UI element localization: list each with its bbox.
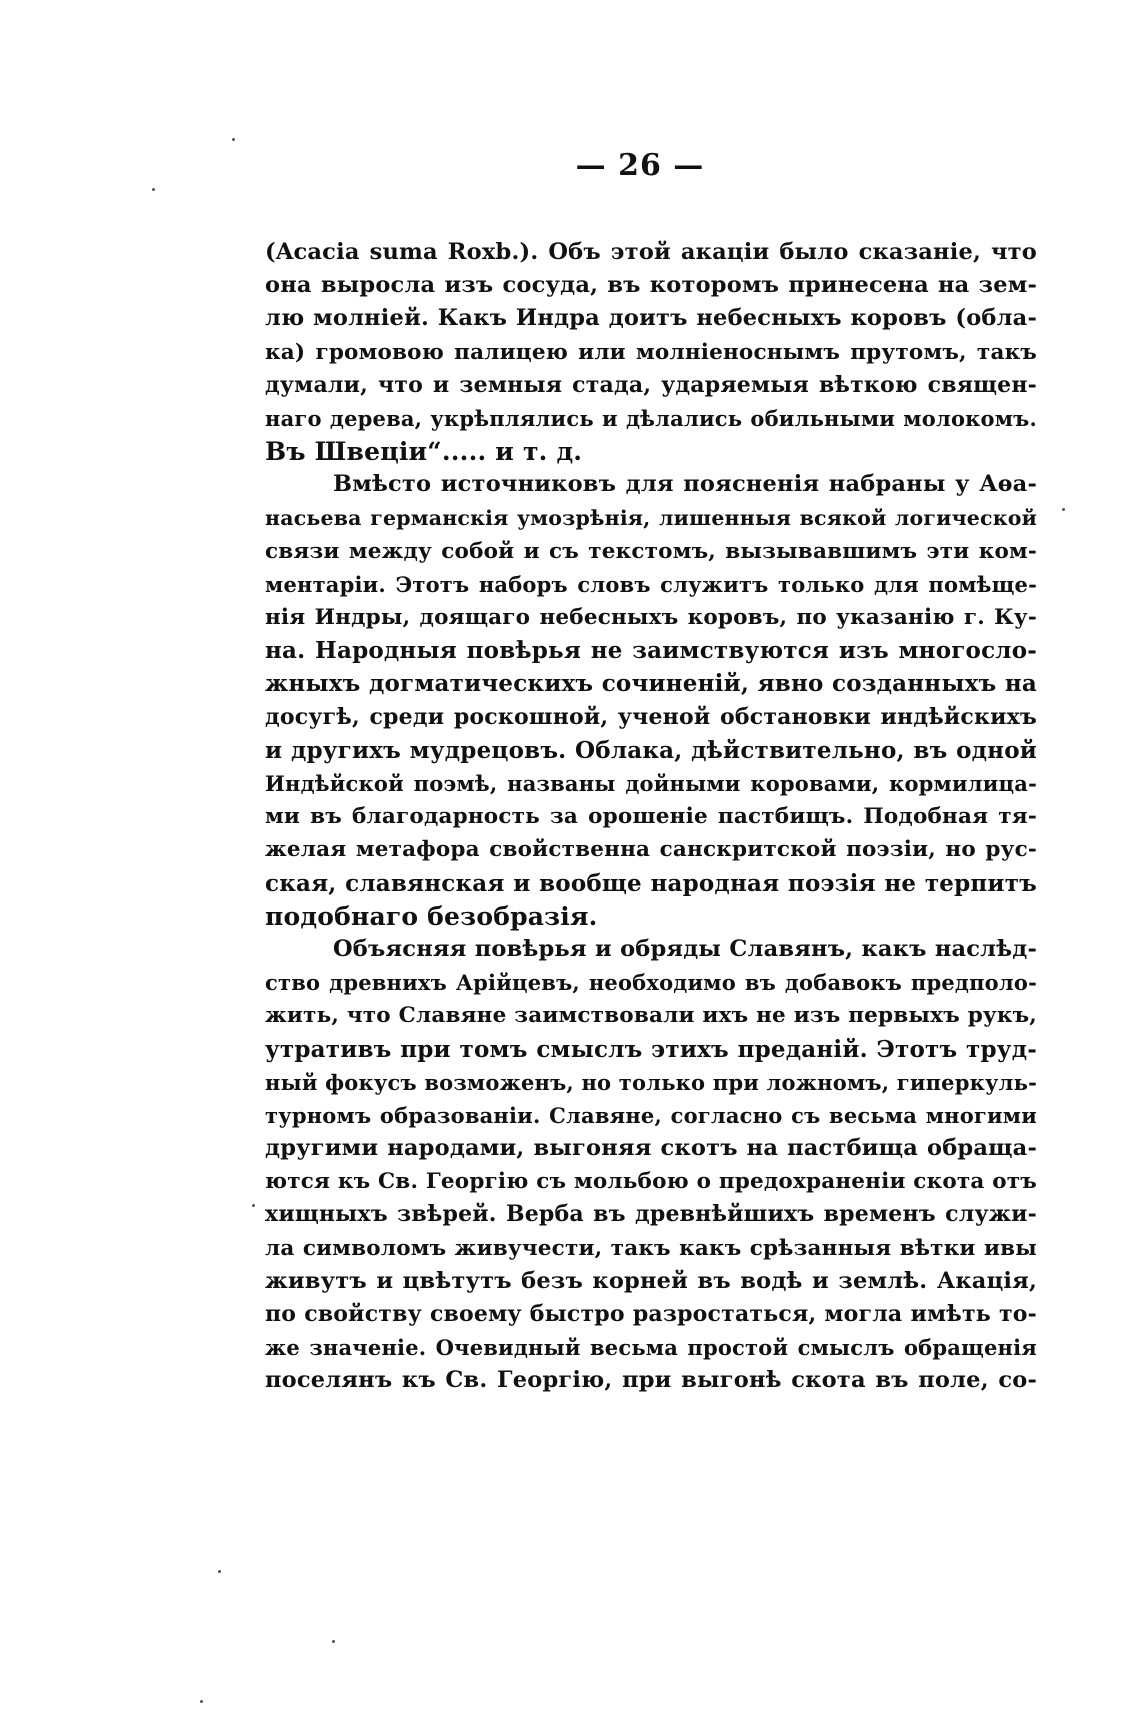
paper-speck — [332, 1640, 335, 1643]
text-line: по свойству своему быстро разростаться, могла имѣть то- — [265, 1301, 1037, 1327]
text-line: и другихъ мудрецовъ. Облака, дѣйствительно, въ одной — [265, 736, 1037, 764]
text-line: Вмѣсто источниковъ для поясненiя набраны у Аѳа- — [333, 471, 1037, 498]
text-line: наго дерева, укрѣплялись и дѣлались обильными молокомъ. — [265, 405, 1037, 431]
paper-speck — [252, 1204, 255, 1207]
text-line: хищныхъ звѣрей. Верба въ древнѣйшихъ временъ служи- — [265, 1201, 1037, 1228]
paper-speck — [232, 138, 235, 141]
text-line: турномъ образованiи. Славяне, согласно съ весьма многими — [265, 1102, 1037, 1128]
text-line: она выросла изъ сосуда, въ которомъ принесена на зем- — [265, 272, 1037, 299]
paper-speck — [152, 188, 155, 191]
paper-speck — [1062, 508, 1065, 511]
text-line: Индѣйской поэмѣ, названы дойными коровами, кормилица- — [265, 771, 1037, 796]
text-line: ментарiи. Этотъ наборъ словъ служитъ только для помѣще- — [265, 571, 1037, 597]
text-line: нiя Индры, доящаго небесныхъ коровъ, по указанiю г. Ку- — [265, 605, 1037, 631]
paper-speck — [200, 1700, 203, 1703]
text-line: ство древнихъ Арiйцевъ, необходимо въ добавокъ предполо- — [265, 970, 1037, 996]
text-line: насьева германскiя умозрѣнiя, лишенныя всякой логической — [265, 505, 1037, 530]
body-text — [265, 236, 1037, 1398]
text-line: подобнаго безобразiя. — [265, 901, 598, 931]
text-line: ются къ Св. Георгiю съ мольбою о предохраненiи скота отъ — [265, 1169, 1037, 1195]
text-line: жныхъ догматическихъ сочиненiй, явно созданныхъ на — [265, 670, 1037, 698]
text-line: лю молнiей. Какъ Индра доитъ небесныхъ коровъ (обла- — [265, 305, 1037, 332]
page-number: — 26 — — [575, 148, 705, 183]
text-line: (Acacia suma Roxb.). Объ этой акацiи было сказанiе, что — [265, 239, 1037, 265]
text-line: другими народами, выгоняя скотъ на пастбища обраща- — [265, 1135, 1037, 1162]
text-line: утративъ при томъ смыслъ этихъ преданiй. Этотъ труд- — [265, 1035, 1037, 1063]
text-line: жить, что Славяне заимствовали ихъ не изъ первыхъ рукъ, — [265, 1003, 1037, 1029]
text-line: ская, славянская и вообще народная поэзiя не терпитъ — [265, 869, 1037, 897]
text-line: думали, что и земныя стада, ударяемыя вѣткою священ- — [265, 371, 1037, 398]
text-line: ми въ благодарность за орошенiе пастбищъ. Подобная тя- — [265, 804, 1037, 830]
text-line: Объясняя повѣрья и обряды Славянъ, какъ наслѣд- — [333, 935, 1037, 962]
text-line: ный фокусъ возможенъ, но только при ложномъ, гиперкуль- — [265, 1069, 1037, 1095]
text-line: желая метафора свойственна санскритской поэзiи, но рус- — [265, 837, 1037, 863]
text-line: поселянъ къ Св. Георгiю, при выгонѣ скота въ поле, со- — [265, 1367, 1037, 1394]
text-line: на. Народныя повѣрья не заимствуются изъ многосло- — [265, 637, 1037, 665]
text-line: Въ Швецiи“..... и т. д. — [265, 437, 583, 467]
text-line: ла символомъ живучести, такъ какъ срѣзанныя вѣтки ивы — [265, 1235, 1037, 1261]
text-line: связи между собой и съ текстомъ, вызывавшимъ эти ком- — [265, 538, 1037, 564]
text-line: живутъ и цвѣтутъ безъ корней въ водѣ и землѣ. Акацiя, — [265, 1267, 1037, 1294]
paper-speck — [218, 1570, 221, 1573]
text-line: досугѣ, среди роскошной, ученой обстановки индѣйскихъ — [265, 703, 1037, 730]
text-line: же значенiе. Очевидный весьма простой смыслъ обращенiя — [265, 1335, 1037, 1361]
text-line: ка) громовою палицею или молнiеноснымъ прутомъ, такъ — [265, 339, 1037, 365]
